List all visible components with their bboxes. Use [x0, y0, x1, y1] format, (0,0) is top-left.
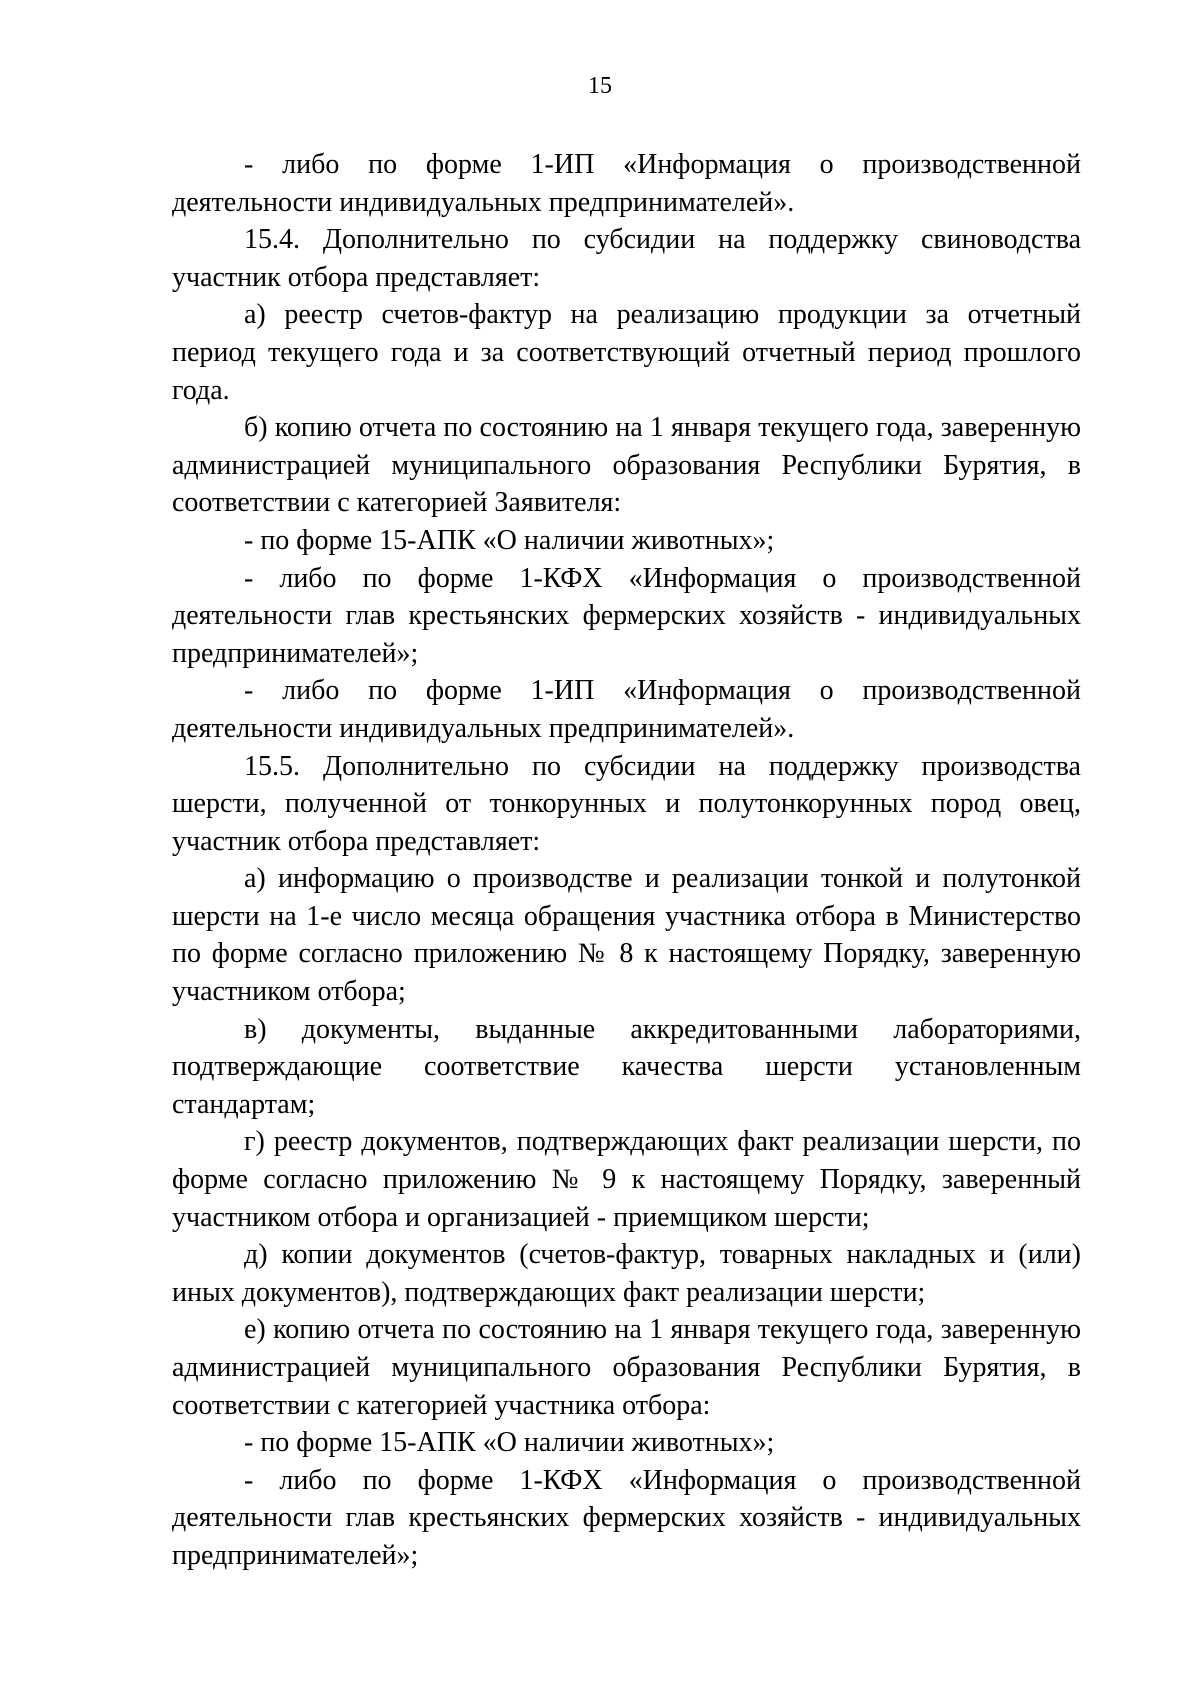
paragraph-15-4-heading: 15.4. Дополнительно по субсидии на поддержку свиноводства участник отбора представляет:: [172, 224, 1081, 293]
page-number: 15: [588, 73, 612, 99]
paragraph-15-4-form-1ip: - либо по форме 1-ИП «Информация о производственной деятельности индивидуальных предпринимателей».: [172, 675, 1081, 744]
paragraph-15-4-a: а) реестр счетов-фактур на реализацию продукции за отчетный период текущего года и за соответствующий отчетный период прошлого года.: [172, 299, 1081, 406]
paragraph-15-5-form-15apk: - по форме 15-АПК «О наличии животных»;: [244, 1427, 775, 1459]
paragraph-15-5-d: д) копии документов (счетов-фактур, товарных накладных и (или) иных документов), подтверждающих факт реализации шерсти;: [172, 1239, 1081, 1308]
paragraph-15-5-heading: 15.5. Дополнительно по субсидии на поддержку производства шерсти, полученной от тонкорунных и полутонкорунных пород овец, участник отбора представляет:: [172, 750, 1081, 857]
paragraph-1ip-continuation: - либо по форме 1-ИП «Информация о производственной деятельности индивидуальных предпринимателей».: [172, 149, 1081, 218]
paragraph-15-5-v: в) документы, выданные аккредитованными лабораториями, подтверждающие соответствие качества шерсти установленным стандартам;: [172, 1013, 1081, 1120]
paragraph-15-4-form-15apk: - по форме 15-АПК «О наличии животных»;: [244, 524, 775, 556]
paragraph-15-5-form-1kfh: - либо по форме 1-КФХ «Информация о производственной деятельности глав крестьянских фермерских хозяйств - индивидуальных предпринимателей»;: [172, 1464, 1081, 1571]
paragraph-15-5-e: е) копию отчета по состоянию на 1 января текущего года, заверенную администрацией муниципального образования Республики Бурятия, в соответствии с категорией участника отбора:: [172, 1314, 1081, 1421]
paragraph-15-5-a: а) информацию о производстве и реализации тонкой и полутонкой шерсти на 1-е число месяца обращения участника отбора в Министерство по форме согласно приложению № 8 к настоящему Порядку, заверенную участником отбора;: [172, 863, 1081, 1008]
paragraph-15-5-g: г) реестр документов, подтверждающих факт реализации шерсти, по форме согласно приложению № 9 к настоящему Порядку, заверенный участником отбора и организацией - приемщиком шерсти;: [172, 1126, 1081, 1233]
paragraph-15-4-b: б) копию отчета по состоянию на 1 января текущего года, заверенную администрацией муниципального образования Республики Бурятия, в соответствии с категорией Заявителя:: [172, 412, 1081, 519]
document-body: [172, 146, 1081, 1575]
paragraph-15-4-form-1kfh: - либо по форме 1-КФХ «Информация о производственной деятельности глав крестьянских фермерских хозяйств - индивидуальных предпринимателей»;: [172, 562, 1081, 669]
